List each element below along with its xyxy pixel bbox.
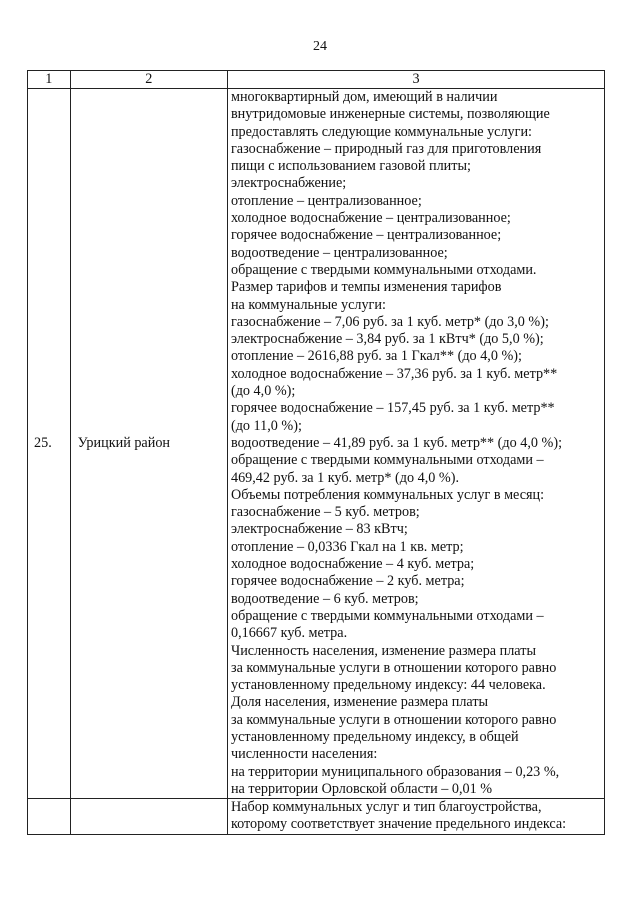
text-line: обращение с твердыми коммунальными отходами – bbox=[230, 607, 544, 624]
row-description bbox=[227, 89, 604, 799]
text-line: на территории муниципального образования – 0,23 %, bbox=[230, 763, 560, 780]
text-line: Численность населения, изменение размера платы bbox=[230, 642, 536, 659]
page-number: 24 bbox=[313, 39, 327, 54]
text-line: Объемы потребления коммунальных услуг в месяц: bbox=[230, 486, 545, 503]
header-col-1: 1 bbox=[28, 71, 71, 89]
row-number: 25. bbox=[28, 89, 71, 799]
text-line: многоквартирный дом, имеющий в наличии bbox=[230, 89, 498, 105]
header-col-2: 2 bbox=[70, 71, 227, 89]
text-line: электроснабжение – 83 кВтч; bbox=[230, 521, 408, 538]
table-header-row bbox=[28, 71, 605, 89]
text-line: отопление – централизованное; bbox=[230, 192, 422, 209]
text-line: Размер тарифов и темпы изменения тарифов bbox=[230, 279, 502, 296]
text-line: предоставлять следующие коммунальные услуги: bbox=[230, 123, 532, 140]
text-line: (до 4,0 %); bbox=[230, 383, 296, 400]
next-row-description bbox=[227, 799, 604, 835]
text-line: внутридомовые инженерные системы, позволяющие bbox=[230, 106, 550, 123]
text-line: отопление – 2616,88 руб. за 1 Гкал** (до 4,0 %); bbox=[230, 348, 522, 365]
text-line: обращение с твердыми коммунальными отходами. bbox=[230, 261, 537, 278]
text-line: горячее водоснабжение – централизованное; bbox=[230, 227, 502, 244]
text-line: численности населения: bbox=[230, 746, 378, 763]
text-line: 0,16667 куб. метра. bbox=[230, 625, 348, 642]
text-line: газоснабжение – природный газ для приготовления bbox=[230, 140, 542, 157]
text-line: которому соответствует значение предельного индекса: bbox=[230, 816, 567, 833]
text-line: на коммунальные услуги: bbox=[230, 296, 386, 313]
text-line: холодное водоснабжение – 4 куб. метра; bbox=[230, 556, 475, 573]
text-line: холодное водоснабжение – централизованное; bbox=[230, 210, 511, 227]
text-line: холодное водоснабжение – 37,36 руб. за 1 куб. метр** bbox=[230, 365, 558, 382]
text-line: горячее водоснабжение – 157,45 руб. за 1 куб. метр** bbox=[230, 400, 555, 417]
text-line: водоотведение – 6 куб. метров; bbox=[230, 590, 419, 607]
text-line: водоотведение – централизованное; bbox=[230, 244, 448, 261]
header-col-3: 3 bbox=[227, 71, 604, 89]
text-line: установленному предельному индексу: 44 человека. bbox=[230, 677, 546, 694]
tariff-table bbox=[27, 70, 605, 835]
text-line: электроснабжение – 3,84 руб. за 1 кВтч* (до 5,0 %); bbox=[230, 331, 544, 348]
table-row bbox=[28, 89, 605, 799]
text-line: за коммунальные услуги в отношении которого равно bbox=[230, 659, 557, 676]
text-line: (до 11,0 %); bbox=[230, 417, 302, 434]
text-line: горячее водоснабжение – 2 куб. метра; bbox=[230, 573, 465, 590]
district-name: Урицкий район bbox=[70, 89, 227, 799]
text-line: газоснабжение – 5 куб. метров; bbox=[230, 504, 420, 521]
text-line: установленному предельному индексу, в общей bbox=[230, 728, 519, 745]
row-number-empty bbox=[28, 799, 71, 835]
text-line: электроснабжение; bbox=[230, 175, 347, 192]
text-line: за коммунальные услуги в отношении которого равно bbox=[230, 711, 557, 728]
text-line: Доля населения, изменение размера платы bbox=[230, 694, 489, 711]
text-line: Набор коммунальных услуг и тип благоустройства, bbox=[230, 799, 542, 816]
text-line: 469,42 руб. за 1 куб. метр* (до 4,0 %). bbox=[230, 469, 459, 486]
text-line: пищи с использованием газовой плиты; bbox=[230, 158, 471, 175]
text-line: газоснабжение – 7,06 руб. за 1 куб. метр* (до 3,0 %); bbox=[230, 313, 549, 330]
table-row bbox=[28, 799, 605, 835]
text-line: на территории Орловской области – 0,01 % bbox=[230, 780, 493, 797]
text-line: водоотведение – 41,89 руб. за 1 куб. метр** (до 4,0 %); bbox=[230, 434, 563, 451]
text-line: обращение с твердыми коммунальными отходами – bbox=[230, 452, 544, 469]
district-name-empty bbox=[70, 799, 227, 835]
text-line: отопление – 0,0336 Гкал на 1 кв. метр; bbox=[230, 538, 464, 555]
